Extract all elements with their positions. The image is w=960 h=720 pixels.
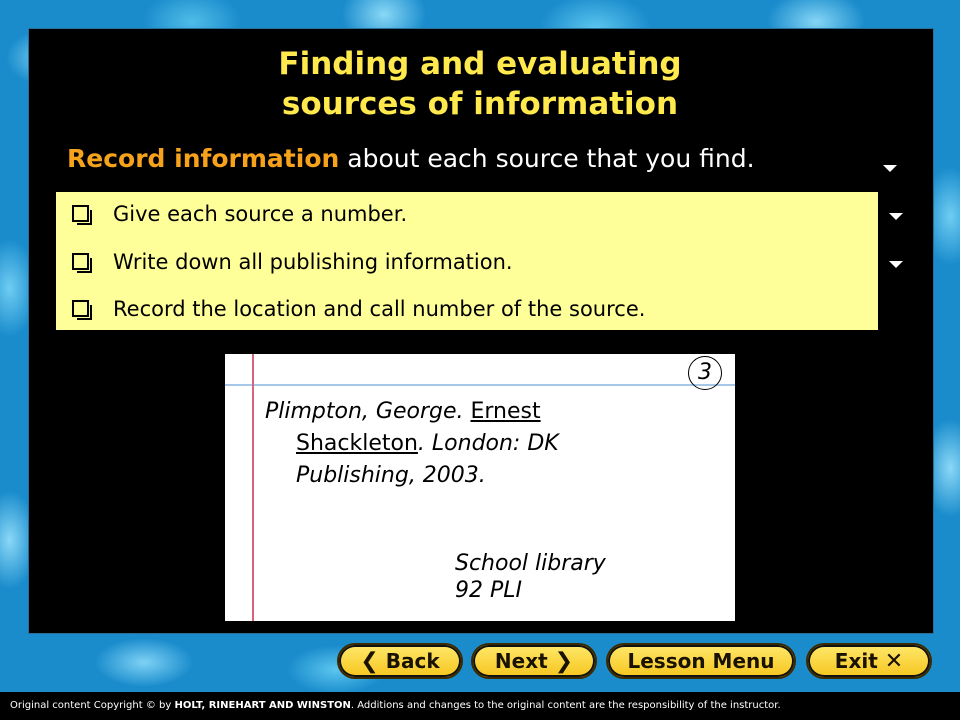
subtitle-text: about each source that you find. <box>347 144 755 173</box>
citation-title-2: Shackleton <box>296 431 418 456</box>
note-card <box>225 354 735 621</box>
citation: Plimpton, George. Ernest Shackleton. London: DK Publishing, 2003. <box>265 396 559 492</box>
chevron-right-icon: ❯ <box>554 649 574 674</box>
exit-label: Exit <box>834 649 878 673</box>
source-number-badge: 3 <box>688 356 722 390</box>
subtitle-highlight: Record information <box>67 144 340 173</box>
citation-publisher: Publishing, 2003. <box>296 463 486 488</box>
footer-suffix: . Additions and changes to the original content are the responsibility of the instructor. <box>350 700 781 711</box>
card-ruled-line <box>225 384 735 386</box>
checkbox-bullet-icon <box>72 205 89 222</box>
lesson-menu-label: Lesson Menu <box>627 649 775 673</box>
bullet-text: Give each source a number. <box>113 202 408 226</box>
title-line-2: sources of information <box>281 86 679 122</box>
list-item <box>72 248 513 276</box>
checkbox-bullet-icon <box>72 300 89 317</box>
citation-city: London: DK <box>431 431 559 456</box>
list-item <box>72 295 645 323</box>
citation-author: Plimpton, George. <box>265 399 464 424</box>
footer-publisher: HOLT, RINEHART AND WINSTON <box>174 700 351 711</box>
slide-title <box>0 44 960 124</box>
next-label: Next <box>494 649 548 673</box>
call-number: 92 PLI <box>455 578 522 603</box>
exit-button[interactable] <box>806 643 932 679</box>
copyright-footer <box>0 692 960 720</box>
reveal-arrow-icon[interactable] <box>883 165 897 172</box>
checkbox-bullet-icon <box>72 253 89 270</box>
title-line-1: Finding and evaluating <box>278 46 682 82</box>
back-button[interactable] <box>337 643 463 679</box>
lesson-menu-button[interactable] <box>606 643 796 679</box>
list-item <box>72 200 407 228</box>
reveal-arrow-icon[interactable] <box>889 261 903 268</box>
reveal-arrow-icon[interactable] <box>889 213 903 220</box>
footer-prefix: Original content Copyright © by <box>10 700 172 711</box>
back-label: Back <box>385 649 440 673</box>
citation-title-1: Ernest <box>470 399 541 424</box>
close-icon: ✕ <box>884 649 904 674</box>
next-button[interactable] <box>471 643 597 679</box>
chevron-left-icon: ❮ <box>360 649 379 674</box>
location-text: School library <box>455 551 606 576</box>
source-location <box>455 550 606 604</box>
bullet-text: Write down all publishing information. <box>113 250 513 274</box>
bullet-list <box>56 192 878 330</box>
slide-subtitle <box>67 142 755 176</box>
card-margin-line <box>252 354 254 621</box>
bullet-text: Record the location and call number of the source. <box>113 297 646 321</box>
